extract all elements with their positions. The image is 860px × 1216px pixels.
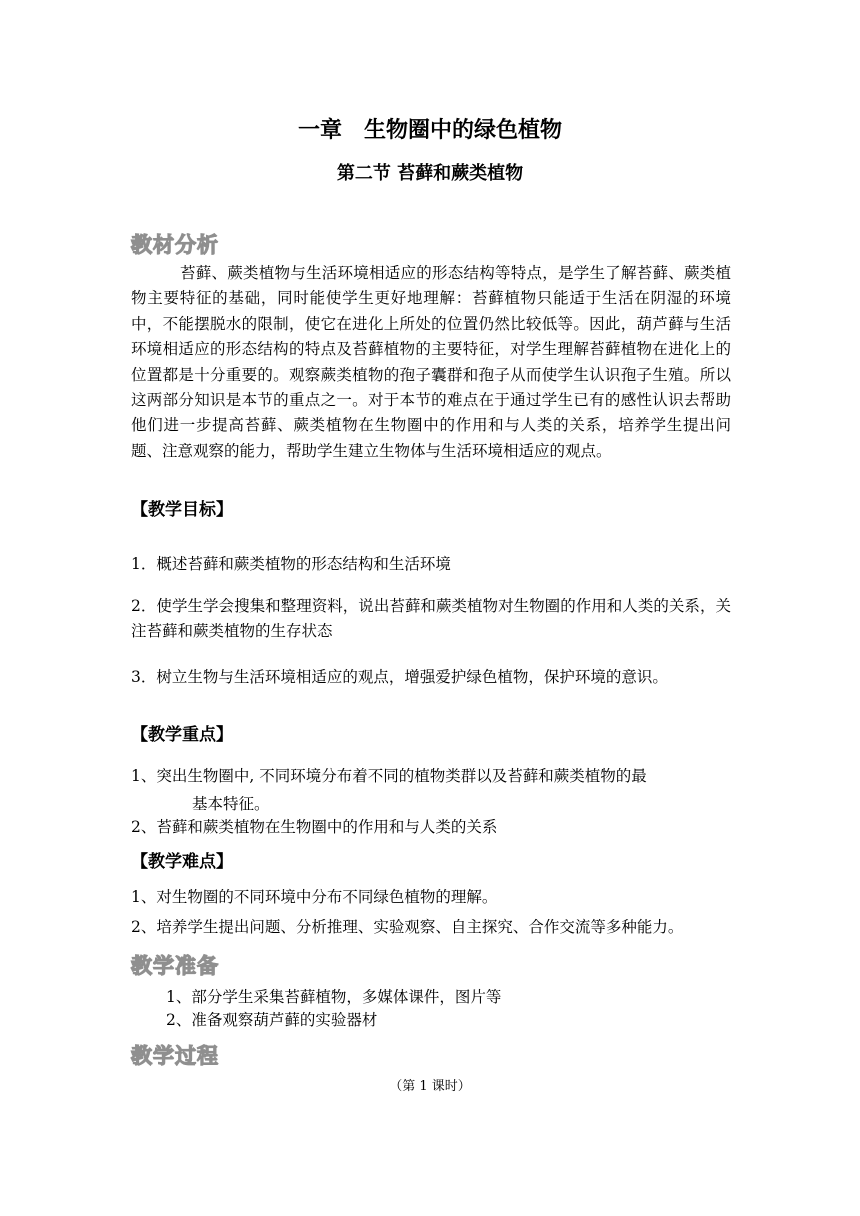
- preparation-item: 1、部分学生采集苔藓植物，多媒体课件，图片等: [166, 988, 502, 1006]
- difficulty-item: 1、对生物圈的不同环境中分布不同绿色植物的理解。: [131, 888, 498, 906]
- difficulties-heading: 【教学难点】: [131, 852, 233, 872]
- preparation-heading: 教学准备: [131, 954, 219, 978]
- key-point-item-continuation: 基本特征。: [192, 795, 270, 813]
- section-title: 第二节 苔藓和蕨类植物: [336, 163, 524, 184]
- key-point-item: 2、苔藓和蕨类植物在生物圈中的作用和与人类的关系: [131, 818, 498, 836]
- difficulty-item: 2、培养学生提出问题、分析推理、实验观察、自主探究、合作交流等多种能力。: [131, 918, 684, 936]
- key-points-heading: 【教学重点】: [131, 725, 233, 745]
- process-heading: 教学过程: [131, 1044, 219, 1068]
- objective-item: 3．树立生物与生活环境相适应的观点，增强爱护绿色植物，保护环境的意识。: [131, 668, 668, 686]
- objective-item: 1．概述苔藓和蕨类植物的形态结构和生活环境: [131, 555, 451, 573]
- objective-item: 2．使学生学会搜集和整理资料，说出苔藓和蕨类植物对生物圈的作用和人类的关系，关注苔藓和蕨类植物的生存状态: [131, 597, 731, 640]
- analysis-paragraph: 苔藓、蕨类植物与生活环境相适应的形态结构等特点，是学生了解苔藓、蕨类植物主要特征的基础，同时能使学生更好地理解：苔藓植物只能适于生活在阴湿的环境中，不能摆脱水的限制，使它在进化上所处的位置仍然比较低等。因此，葫芦藓与生活环境相适应的形态结构的特点及苔藓植物的主要特征，对学生理解苔藓植物在进化上的位置都是十分重要的。观察蕨类植物的孢子囊群和孢子从而使学生认识孢子生殖。所以这两部分知识是本节的重点之一。对于本节的难点在于通过学生已有的感性认识去帮助他们进一步提高苔藓、蕨类植物在生物圈中的作用和与人类的关系，培养学生提出问题、注意观察的能力，帮助学生建立生物体与生活环境相适应的观点。: [131, 264, 731, 460]
- lesson-note: （第 1 课时）: [389, 1079, 471, 1094]
- analysis-heading: 教材分析: [131, 233, 219, 257]
- key-point-item: 1、突出生物圈中, 不同环境分布着不同的植物类群以及苔藓和蕨类植物的最: [131, 767, 647, 785]
- chapter-title: 一章 生物圈中的绿色植物: [297, 117, 562, 143]
- objectives-heading: 【教学目标】: [131, 500, 233, 520]
- preparation-item: 2、准备观察葫芦藓的实验器材: [166, 1011, 378, 1029]
